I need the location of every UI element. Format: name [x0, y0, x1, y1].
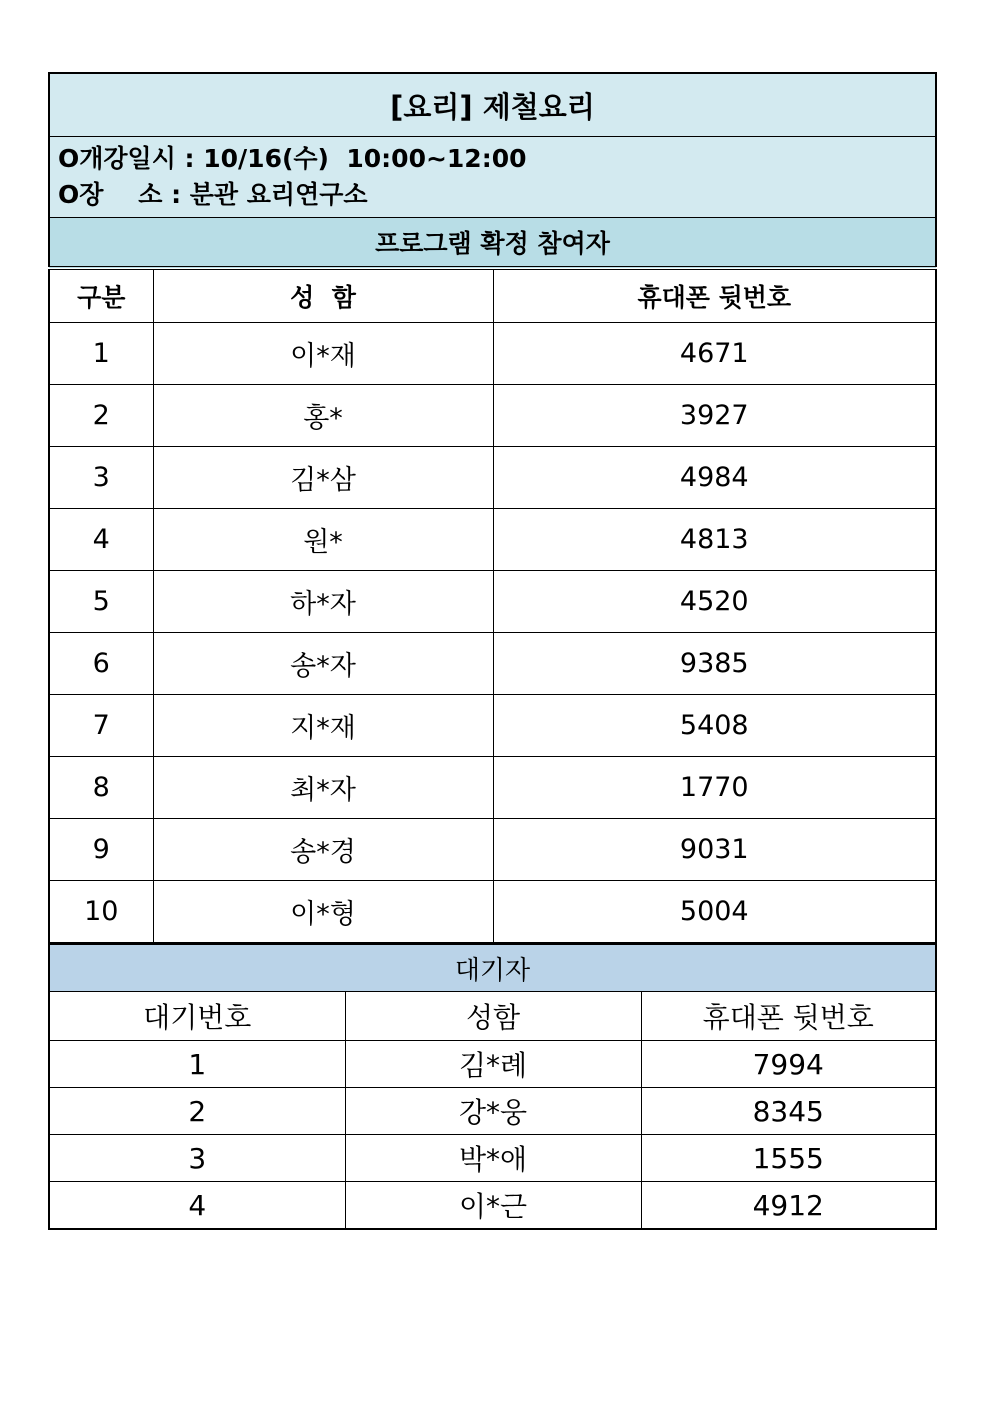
wait-phone: 8345	[641, 1088, 936, 1135]
table-row	[49, 881, 936, 944]
date-value: 10/16(수) 10:00~12:00	[203, 144, 527, 173]
date-line	[58, 141, 935, 177]
row-number: 10	[49, 881, 153, 944]
row-number: 2	[49, 385, 153, 447]
wait-phone: 7994	[641, 1041, 936, 1088]
table-row	[49, 633, 936, 695]
row-number: 6	[49, 633, 153, 695]
row-number: 7	[49, 695, 153, 757]
wait-name: 강*웅	[345, 1088, 641, 1135]
wait-number: 4	[49, 1182, 345, 1230]
header-wait-name: 성함	[345, 992, 641, 1041]
table-row	[49, 1041, 936, 1088]
table-row	[49, 571, 936, 633]
row-number: 1	[49, 323, 153, 385]
row-name: 송*경	[153, 819, 493, 881]
row-name: 송*자	[153, 633, 493, 695]
confirmed-section-title: 프로그램 확정 참여자	[49, 218, 936, 269]
row-number: 9	[49, 819, 153, 881]
table-row	[49, 1182, 936, 1230]
waitlist-header-row	[49, 992, 936, 1041]
waitlist-table	[48, 944, 937, 1230]
wait-name: 김*례	[345, 1041, 641, 1088]
wait-phone: 1555	[641, 1135, 936, 1182]
table-row	[49, 323, 936, 385]
row-number: 3	[49, 447, 153, 509]
row-name: 하*자	[153, 571, 493, 633]
row-phone: 1770	[493, 757, 936, 819]
header-number: 구분	[49, 268, 153, 323]
row-name: 이*재	[153, 323, 493, 385]
wait-phone: 4912	[641, 1182, 936, 1230]
row-number: 4	[49, 509, 153, 571]
place-value: 분관 요리연구소	[189, 180, 368, 209]
row-name: 지*재	[153, 695, 493, 757]
row-phone: 4813	[493, 509, 936, 571]
row-phone: 4671	[493, 323, 936, 385]
row-phone: 5408	[493, 695, 936, 757]
row-phone: 5004	[493, 881, 936, 944]
waitlist-section-title: 대기자	[49, 945, 936, 992]
table-row	[49, 819, 936, 881]
table-row	[49, 757, 936, 819]
row-name: 원*	[153, 509, 493, 571]
header-wait-number: 대기번호	[49, 992, 345, 1041]
date-label: O개강일시 :	[58, 144, 204, 173]
confirmed-table	[48, 72, 937, 944]
confirmed-header-row	[49, 268, 936, 323]
class-info	[49, 137, 936, 218]
wait-name: 이*근	[345, 1182, 641, 1230]
row-phone: 9385	[493, 633, 936, 695]
place-label: O장 소 :	[58, 180, 190, 209]
table-row	[49, 1088, 936, 1135]
row-name: 김*삼	[153, 447, 493, 509]
header-wait-phone: 휴대폰 뒷번호	[641, 992, 936, 1041]
table-row	[49, 695, 936, 757]
table-row	[49, 385, 936, 447]
wait-name: 박*애	[345, 1135, 641, 1182]
row-name: 최*자	[153, 757, 493, 819]
row-name: 이*형	[153, 881, 493, 944]
row-number: 5	[49, 571, 153, 633]
page-title: [요리] 제철요리	[49, 73, 936, 137]
row-phone: 4984	[493, 447, 936, 509]
table-row	[49, 509, 936, 571]
wait-number: 3	[49, 1135, 345, 1182]
wait-number: 2	[49, 1088, 345, 1135]
header-name: 성 함	[153, 268, 493, 323]
row-phone: 4520	[493, 571, 936, 633]
table-row	[49, 447, 936, 509]
place-line	[58, 177, 935, 213]
table-row	[49, 1135, 936, 1182]
row-phone: 9031	[493, 819, 936, 881]
row-name: 홍*	[153, 385, 493, 447]
header-phone: 휴대폰 뒷번호	[493, 268, 936, 323]
row-number: 8	[49, 757, 153, 819]
row-phone: 3927	[493, 385, 936, 447]
program-sheet	[48, 72, 937, 1230]
wait-number: 1	[49, 1041, 345, 1088]
